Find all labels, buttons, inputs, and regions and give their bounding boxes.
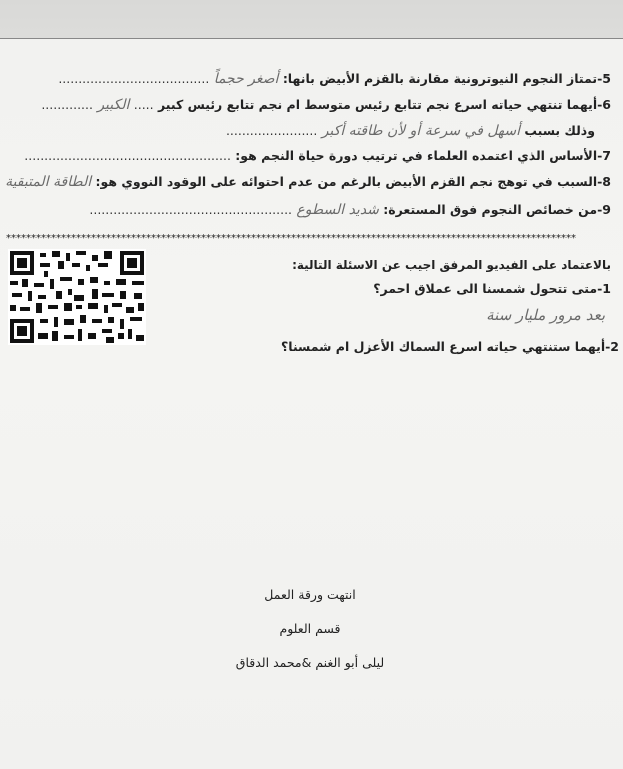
authors: ليلى أبو الغنم &محمد الدقاق xyxy=(235,655,385,670)
answer-6-handwritten: الكبير xyxy=(97,97,130,113)
answer-8-handwritten: الطاقة المتبقية xyxy=(5,174,92,190)
answer-5-handwritten: أصغر حجماً xyxy=(213,71,279,87)
video-question-2: 2-أيهما ستنتهي حياته اسرع السماك الأعزل ام شمسنا؟ xyxy=(281,339,619,354)
question-9: 9-من خصائص النجوم فوق المستعرة: شديد السطوع ................................................... xyxy=(89,202,611,218)
video-answer-1-handwritten: بعد مرور مليار سنة xyxy=(486,306,605,324)
question-6: 6-أيهما تنتهي حياته اسرع نجم تتابع رئيس متوسط ام نجم تتابع رئيس كبير ..... الكبير ............. xyxy=(41,97,611,113)
question-6-reason: وذلك بسبب أسهل في سرعة أو لأن طاقته أكبر ....................... xyxy=(225,123,595,139)
end-of-worksheet: انتهت ورقة العمل xyxy=(264,587,356,602)
qr-code xyxy=(8,249,146,345)
qr-code-image xyxy=(8,249,146,345)
question-7: 7-الأساس الذي اعتمده العلماء في ترتيب دورة حياة النجم هو: .................................................... xyxy=(24,148,611,163)
answer-6-reason-handwritten: أسهل في سرعة أو لأن طاقته أكبر xyxy=(321,123,521,139)
video-intro: بالاعتماد على الفيديو المرفق اجيب عن الاسئلة التالية: xyxy=(292,258,611,272)
separator-stars: ****************************************************************************************************************** xyxy=(6,234,576,244)
question-8: 8-السبب في توهج نجم القزم الأبيض بالرغم من عدم احتوائه على الوقود النووي هو: الطاقة المتبقية xyxy=(5,174,611,190)
video-question-1: 1-متى تتحول شمسنا الى عملاق احمر؟ xyxy=(373,281,611,296)
question-5: 5-تمتاز النجوم النيوترونية مقارنة بالقزم الأبيض بانها: أصغر حجماً ...................................... xyxy=(58,71,611,87)
answer-9-handwritten: شديد السطوع xyxy=(296,202,379,218)
department: قسم العلوم xyxy=(279,621,341,636)
worksheet-page xyxy=(0,38,623,769)
